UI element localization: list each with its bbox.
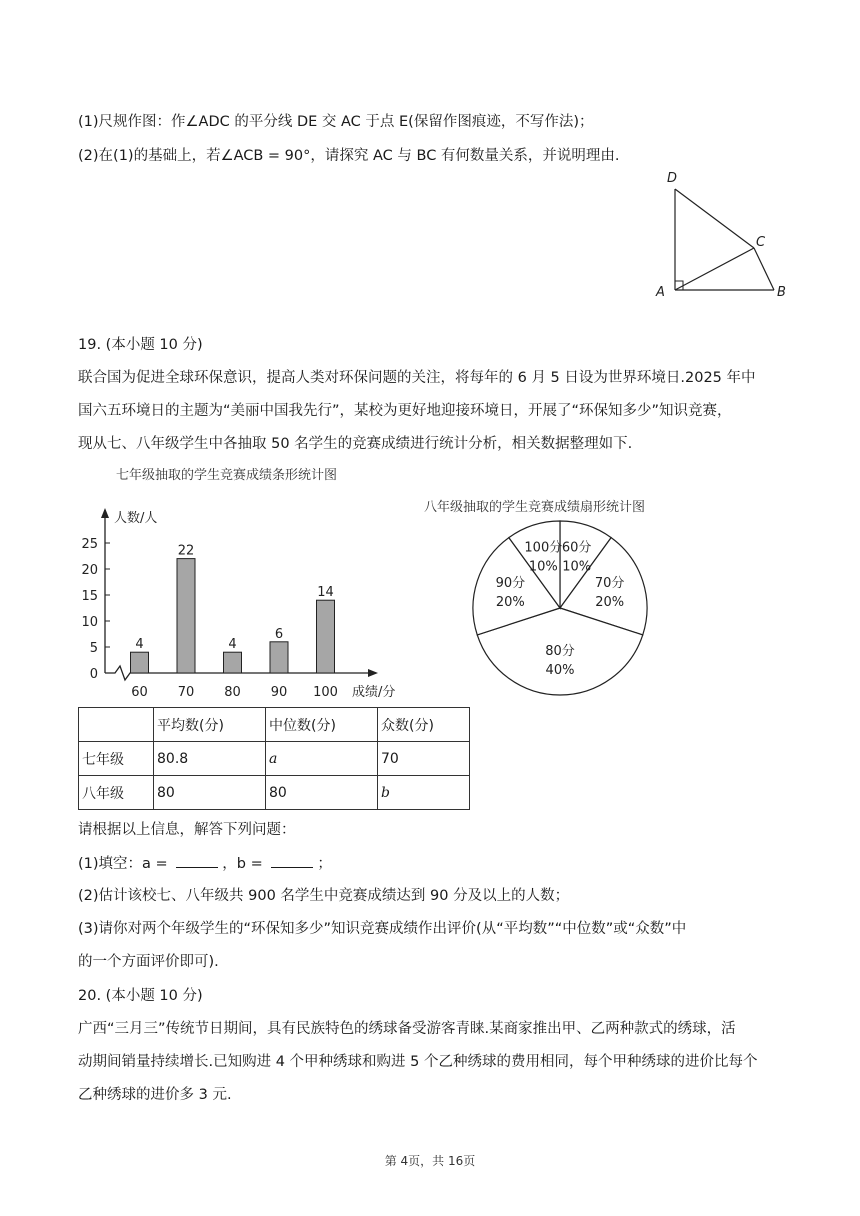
pie-slice-percent: 40%: [545, 663, 575, 679]
q20-line3: 乙种绣球的进价多 3 元.: [78, 1087, 232, 1103]
table-row: [79, 742, 470, 776]
y-axis-label: 人数/人: [114, 511, 158, 526]
table-header-cell: [79, 708, 154, 742]
label-D: D: [667, 171, 678, 186]
pie-slice-label: 100分: [524, 540, 563, 556]
q19-intro-line2: 国六五环境日的主题为“美丽中国我先行”，某校为更好地迎接环境日，开展了“环保知多少”知识竞赛，: [78, 403, 732, 419]
pie-slice-label: 90分: [495, 575, 526, 591]
pie-slice-percent: 20%: [495, 594, 525, 610]
bar-value-label: 6: [274, 626, 284, 642]
q19-prompt: 请根据以上信息，解答下列问题：: [78, 822, 296, 838]
table-header-cell: 中位数(分): [266, 708, 378, 742]
stats-table: [78, 707, 470, 810]
q19-sub2: (2)估计该校七、八年级共 900 名学生中竞赛成绩达到 90 分及以上的人数；: [78, 888, 570, 904]
q20-line2: 动期间销量持续增长.已知购进 4 个甲种绣球和购进 5 个乙种绣球的费用相同，每个甲种绣球的进价比每个: [78, 1054, 758, 1070]
q19-sub1: [78, 853, 332, 874]
q18-part1: (1)尺规作图：作∠ADC 的平分线 DE 交 AC 于点 E(保留作图痕迹，不写作法)；: [78, 114, 594, 130]
y-tick-label: 20: [81, 563, 98, 578]
y-axis-arrow-icon: [101, 508, 109, 518]
table-row: [79, 776, 470, 810]
pie-chart-title: 八年级抽取的学生竞赛成绩扇形统计图: [424, 500, 646, 515]
bar: [270, 642, 288, 673]
y-tick-label: 10: [81, 615, 98, 630]
q20-heading: 20. (本小题 10 分): [78, 988, 203, 1004]
table-cell: 八年级: [79, 776, 154, 810]
pie-chart: [460, 520, 660, 700]
q19-sub3-line2: 的一个方面评价即可).: [78, 954, 219, 970]
y-tick-label: 5: [89, 641, 98, 656]
right-angle-mark: [675, 281, 683, 290]
pie-slice-label: 70分: [594, 575, 625, 591]
q19-intro-line3: 现从七、八年级学生中各抽取 50 名学生的竞赛成绩进行统计分析，相关数据整理如下.: [78, 436, 633, 452]
pie-slice-percent: 20%: [595, 594, 625, 610]
table-cell: 70: [378, 742, 470, 776]
q18-part2: (2)在(1)的基础上，若∠ACB = 90°，请探究 AC 与 BC 有何数量关系，并说明理由.: [78, 148, 620, 164]
bar-value-label: 14: [317, 585, 334, 601]
label-A: A: [656, 285, 665, 300]
sub1-end-text: ；: [317, 856, 332, 872]
q18-geometry-figure: [650, 164, 800, 304]
table-cell: 80: [154, 776, 266, 810]
answer-blank-b: [271, 853, 313, 868]
table-cell: b: [378, 776, 470, 810]
answer-blank-a: [176, 853, 218, 868]
bar-value-label: 4: [135, 637, 144, 653]
pie-slice-percent: 10%: [562, 559, 592, 575]
q19-heading: 19. (本小题 10 分): [78, 337, 203, 353]
bar-value-label: 4: [228, 637, 237, 653]
x-tick-label: 60: [131, 685, 148, 700]
x-tick-label: 90: [270, 685, 288, 700]
table-header-row: [79, 708, 470, 742]
segment-AC: [675, 248, 754, 290]
y-tick-label: 15: [81, 589, 98, 604]
bar: [224, 652, 242, 673]
label-B: B: [777, 285, 786, 300]
bar: [177, 559, 195, 673]
page-footer: 第 4页，共 16页: [384, 1154, 476, 1168]
y-tick-label: 0: [89, 667, 98, 682]
y-tick-label: 25: [81, 537, 98, 552]
segment-CB: [754, 248, 774, 290]
table-cell: 七年级: [79, 742, 154, 776]
bar: [131, 652, 149, 673]
pie-slice-label: 60分: [561, 540, 592, 556]
bar-chart-title: 七年级抽取的学生竞赛成绩条形统计图: [116, 468, 338, 483]
x-axis-label: 成绩/分: [352, 685, 396, 700]
table-cell: a: [266, 742, 378, 776]
table-cell: 80: [266, 776, 378, 810]
x-axis-arrow-icon: [368, 669, 378, 677]
table-cell: 80.8: [154, 742, 266, 776]
x-tick-label: 100: [313, 685, 338, 700]
table-header-cell: 众数(分): [378, 708, 470, 742]
x-tick-label: 70: [177, 685, 195, 700]
pie-slice-percent: 10%: [528, 559, 558, 575]
label-C: C: [756, 235, 766, 250]
q20-line1: 广西“三月三”传统节日期间，具有民族特色的绣球备受游客青睐.某商家推出甲、乙两种款式的绣球，活: [78, 1021, 736, 1037]
segment-DC: [675, 189, 754, 248]
bar-value-label: 22: [177, 543, 195, 559]
q19-sub3-line1: (3)请你对两个年级学生的“环保知多少”知识竞赛成绩作出评价(从“平均数”“中位数”或“众数”中: [78, 921, 687, 937]
sub1-b-text: ，b =: [222, 856, 268, 872]
bar-chart: [78, 490, 418, 705]
sub1-a-text: (1)填空：a =: [78, 856, 173, 872]
pie-slice-label: 80分: [545, 644, 575, 660]
bar: [317, 600, 335, 673]
q19-intro-line1: 联合国为促进全球环保意识，提高人类对环保问题的关注，将每年的 6 月 5 日设为世界环境日.2025 年中: [78, 370, 756, 386]
table-header-cell: 平均数(分): [154, 708, 266, 742]
x-tick-label: 80: [224, 685, 241, 700]
